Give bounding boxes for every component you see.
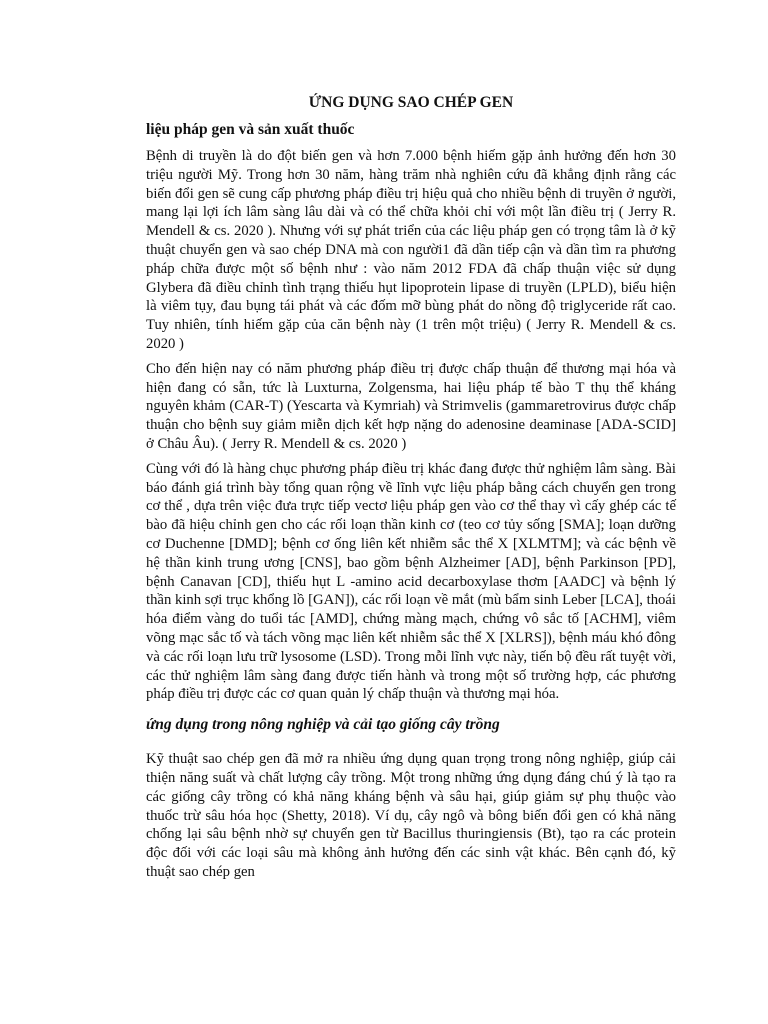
paragraph-genetic-disease: Bệnh di truyền là do đột biến gen và hơn 7.000 bệnh hiếm gặp ảnh hưởng đến hơn 30 triệu người Mỹ. Trong hơn 30 năm, hàng trăm nhà nghiên cứu đã khẳng định rằng các biến đổi gen sẽ cung cấp phương pháp điều trị hiệu quả cho nhiều bệnh di truyền ở người, mang lại lợi ích lâm sàng lâu dài và có thể chữa khỏi chỉ với một lần điều trị ( Jerry R. Mendell & cs. 2020 ). Nhưng với sự phát triển của các liệu pháp gen có trọng tâm là ở kỹ thuật chuyển gen và sao chép DNA mà con người1 đã dần tiếp cận và dần tìm ra phương pháp chữa được một số bệnh như : vào năm 2012 FDA đã chấp thuận việc sử dụng Glybera đã điều chỉnh tình trạng thiếu hụt lipoprotein lipase di truyền (LPLD), biểu hiện là viêm tụy, đau bụng tái phát và các đốm mỡ bùng phát do nồng độ triglyceride rất cao. Tuy nhiên, tính hiếm gặp của căn bệnh này (1 trên một triệu) ( Jerry R. Mendell & cs. 2020 ) xyxy=(146,148,676,352)
section-heading-agriculture: ứng dụng trong nông nghiệp và cải tạo giống cây trồng xyxy=(146,716,500,734)
paragraph-approved-therapies: Cho đến hiện nay có năm phương pháp điều trị được chấp thuận để thương mại hóa và hiện đang có sẵn, tức là Luxturna, Zolgensma, hai liệu pháp tế bào T thụ thể kháng nguyên khảm (CAR-T) (Yescarta và Kymriah) và Strimvelis (gammaretrovirus được chấp thuận cho bệnh suy giảm miễn dịch kết hợp nặng do adenosine deaminase [ADA-SCID] ở Châu Âu). ( Jerry R. Mendell & cs. 2020 ) xyxy=(146,360,676,452)
document-page xyxy=(146,90,676,888)
paragraph-clinical-trials: Cùng với đó là hàng chục phương pháp điều trị khác đang được thử nghiệm lâm sàng. Bài báo đánh giá trình bày tổng quan rộng về lĩnh vực liệu pháp bằng cách chuyển gen trong cơ thể , dựa trên việc đưa trực tiếp vectơ liệu pháp gen vào cơ thể thay vì cấy ghép các tế bào đã hiệu chỉnh gen cho các rối loạn thần kinh cơ (teo cơ tủy sống [SMA]; loạn dưỡng cơ Duchenne [DMD]; bệnh cơ ống liên kết nhiễm sắc thể X [XLMTM]; và các bệnh về hệ thần kinh trung ương [CNS], bao gồm bệnh Alzheimer [AD], bệnh Parkinson [PD], bệnh Canavan [CD], thiếu hụt L -amino acid decarboxylase thơm [AADC] và bệnh lý thần kinh sợi trục khổng lồ [GAN]), các rối loạn về mắt (mù bẩm sinh Leber [LCA], thoái hóa điểm vàng do tuổi tác [AMD], chứng màng mạch, chứng vô sắc tố [ACHM], viêm võng mạc sắc tố và tách võng mạc liên kết nhiễm sắc thể X [XLRS]), bệnh máu khó đông và các rối loạn lưu trữ lysosome (LSD). Trong mỗi lĩnh vực này, tiến bộ đều rất tuyệt vời, các thử nghiệm lâm sàng đang được tiến hành và trong một số trường hợp, các phương pháp điều trị được các cơ quan quản lý chấp thuận và thương mại hóa. xyxy=(146,460,676,703)
paragraph-agriculture: Kỹ thuật sao chép gen đã mở ra nhiều ứng dụng quan trọng trong nông nghiệp, giúp cải thiện năng suất và chất lượng cây trồng. Một trong những ứng dụng đáng chú ý là tạo ra các giống cây trồng có khả năng kháng bệnh và sâu hại, giúp giảm sự phụ thuộc vào thuốc trừ sâu hóa học (Shetty, 2018). Ví dụ, cây ngô và bông biến đổi gen có khả năng chống lại sâu bệnh nhờ sự chuyển gen từ Bacillus thuringiensis (Bt), tạo ra các protein độc đối với các loại sâu mà không ảnh hưởng đến các sinh vật khác. Bên cạnh đó, kỹ thuật sao chép gen xyxy=(146,751,676,880)
document-title: ỨNG DỤNG SAO CHÉP GEN xyxy=(308,94,514,111)
section-heading-gene-therapy: liệu pháp gen và sản xuất thuốc xyxy=(146,121,355,138)
